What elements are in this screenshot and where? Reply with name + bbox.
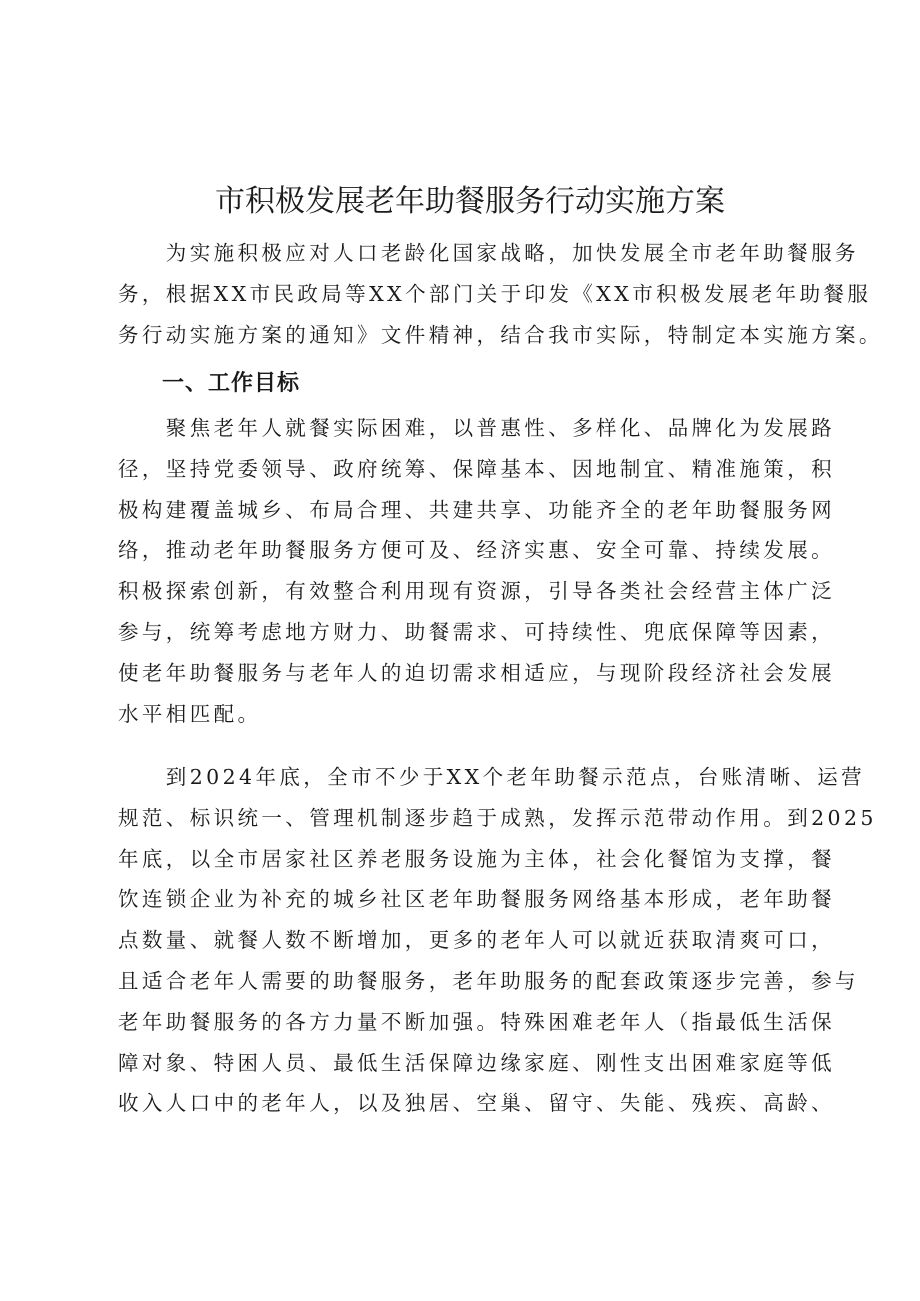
text-line: 水平相匹配。 — [118, 701, 262, 726]
text-line: 点数量、就餐人数不断增加，更多的老年人可以就近获取清爽可口， — [118, 928, 835, 953]
section-heading-work-goals: 一、工作目标 — [162, 371, 301, 396]
text-line: 年底，以全市居家社区养老服务设施为主体，社会化餐馆为支撑，餐 — [118, 846, 835, 871]
text-line: 且适合老年人需要的助餐服务，老年助服务的配套政策逐步完善，参与 — [118, 968, 859, 993]
text-line: 到2024年底，全市不少于XX个老年助餐示范点，台账清晰、运营 — [118, 765, 866, 789]
text-line: 为实施积极应对人口老龄化国家战略，加快发展全市老年助餐服务 — [118, 241, 859, 265]
text-line: 务行动实施方案的通知》文件精神，结合我市实际，特制定本实施方案。 — [118, 322, 883, 347]
text-line: 使老年助餐服务与老年人的迫切需求相适应，与现阶段经济社会发展 — [118, 660, 835, 685]
intro-paragraph — [118, 233, 883, 355]
document-title: 市积极发展老年助餐服务行动实施方案 — [215, 184, 725, 219]
text-line: 规范、标识统一、管理机制逐步趋于成熟，发挥示范带动作用。到2025 — [118, 805, 877, 830]
text-line: 障对象、特困人员、最低生活保障边缘家庭、刚性支出困难家庭等低 — [118, 1050, 835, 1075]
text-line: 径，坚持党委领导、政府统筹、保障基本、因地制宜、精准施策，积 — [118, 456, 835, 481]
goals-paragraph-1 — [118, 408, 835, 734]
text-line: 务，根据XX市民政局等XX个部门关于印发《XX市积极发展老年助餐服 — [118, 281, 872, 306]
text-line: 收入人口中的老年人，以及独居、空巢、留守、失能、残疾、高龄、 — [118, 1091, 835, 1116]
text-line: 积极探索创新，有效整合利用现有资源，引导各类社会经营主体广泛 — [118, 579, 835, 604]
text-line: 极构建覆盖城乡、布局合理、共建共享、功能齐全的老年助餐服务网 — [118, 497, 835, 522]
text-line: 参与，统筹考虑地方财力、助餐需求、可持续性、兜底保障等因素， — [118, 619, 835, 644]
text-line: 老年助餐服务的各方力量不断加强。特殊困难老年人（指最低生活保 — [118, 1009, 835, 1034]
goals-paragraph-2 — [118, 757, 877, 1124]
text-line: 饮连锁企业为补充的城乡社区老年助餐服务网络基本形成，老年助餐 — [118, 887, 835, 912]
text-line: 络，推动老年助餐服务方便可及、经济实惠、安全可靠、持续发展。 — [118, 538, 835, 563]
text-line: 聚焦老年人就餐实际困难，以普惠性、多样化、品牌化为发展路 — [118, 416, 835, 440]
